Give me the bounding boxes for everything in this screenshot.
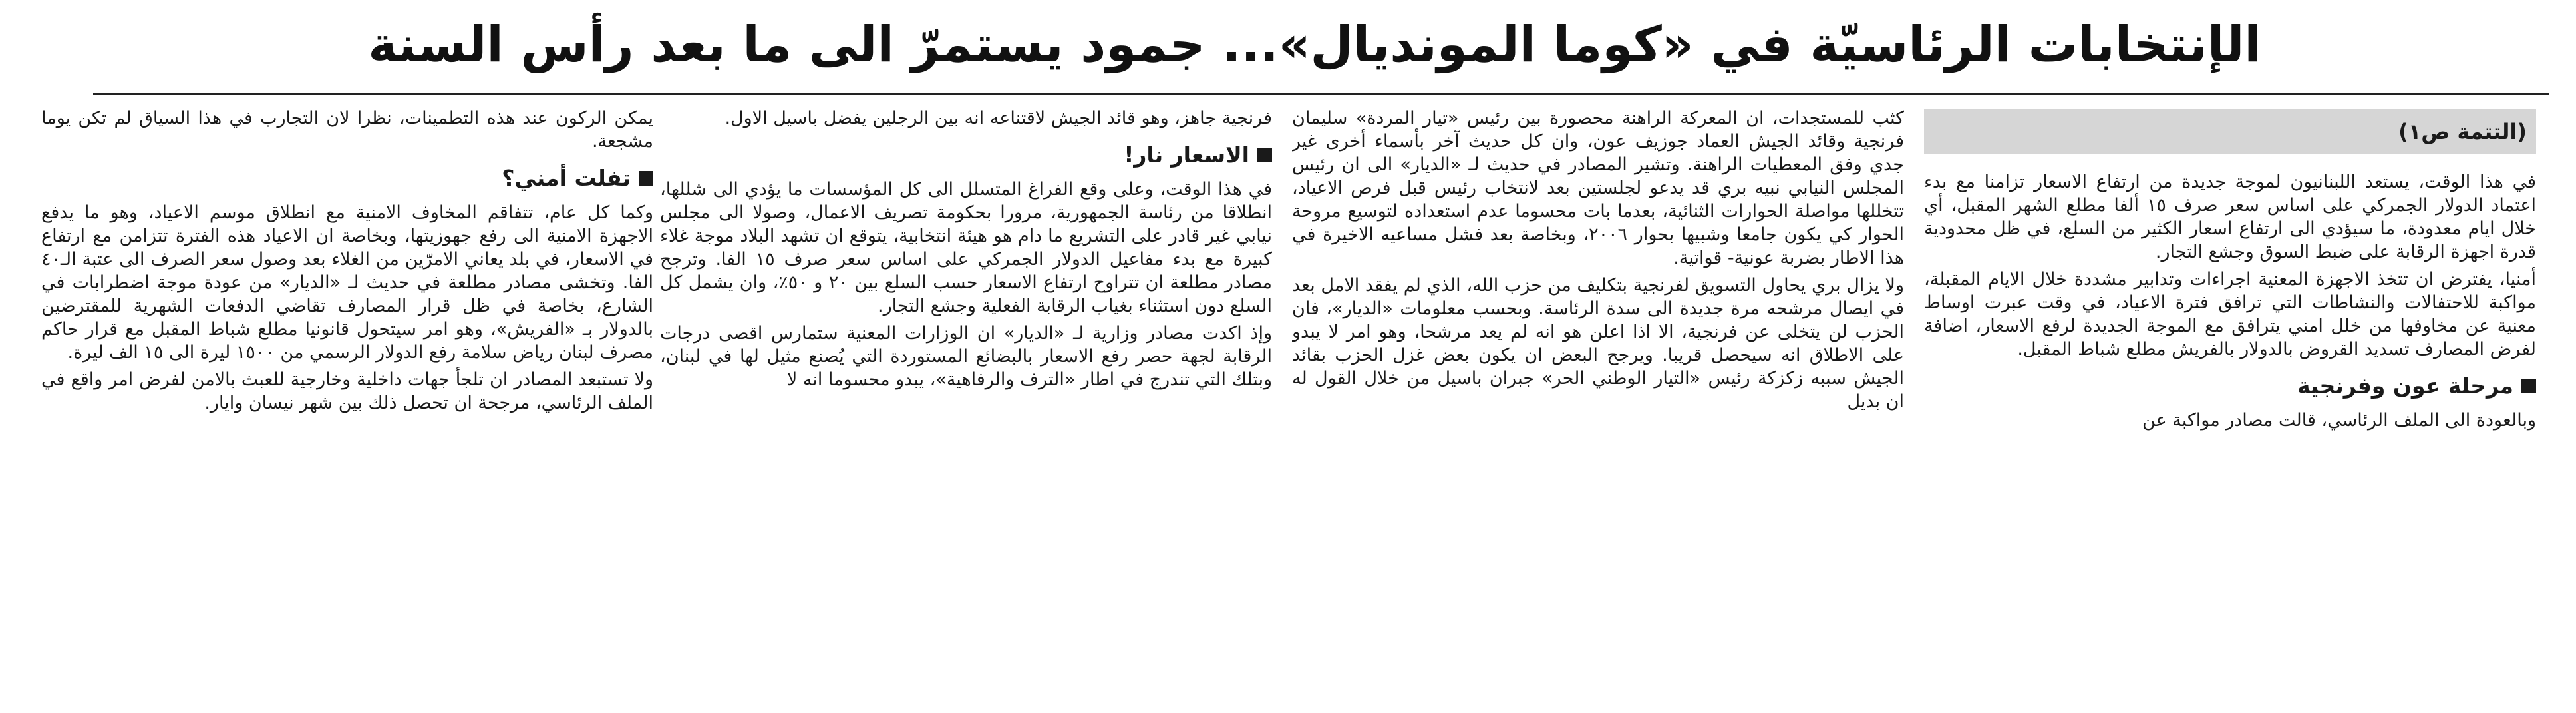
paragraph: يمكن الركون عند هذه التطمينات، نظرا لان التجارب في هذا السياق لم تكن يوما مشجعة. bbox=[41, 108, 653, 152]
article-column-2 bbox=[1292, 107, 1904, 709]
article-headline: الإنتخابات الرئاسيّة في «كوما المونديال»... جمود يستمرّ الى ما بعد رأس السنة bbox=[368, 16, 2261, 73]
article-column-4 bbox=[41, 107, 653, 709]
article-column-3 bbox=[660, 107, 1272, 709]
headline-divider bbox=[93, 93, 2549, 95]
paragraph: في هذا الوقت، وعلى وقع الفراغ المتسلل الى كل المؤسسات ما يؤدي الى شللها، انطلاقا من رئاسة الجمهورية، مرورا بحكومة تصريف الاعمال، وصولا الى مجلس نيابي غير قادر على التشريع ما دام هو هيئة انتخابية، يتوقع ان تشهد البلاد موجة غلاء كبيرة مع بدء مفاعيل الدولار الجمركي على اساس سعر صرف ١٥ الفا. وترجح مصادر مطلعة ان تتراوح ارتفاع الاسعار حسب السلع بين ٢٠ و ٥٠٪، وان يشمل كل السلع دون استثناء بغياب الرقابة الفعلية وجشع التجار. bbox=[660, 179, 1272, 316]
paragraph: فرنجية جاهز، وهو قائد الجيش لاقتناعه انه بين الرجلين يفضل باسيل الاول. bbox=[724, 108, 1272, 128]
article-column-1 bbox=[1924, 107, 2536, 709]
paragraph: ولا تستبعد المصادر ان تلجأ جهات داخلية وخارجية للعبث بالامن لفرض امر واقع في الملف الرئاسي، مرجحة ان تحصل ذلك بين شهر نيسان وايار. bbox=[41, 369, 653, 413]
paragraph: أمنيا، يفترض ان تتخذ الاجهزة المعنية اجراءات وتدابير مشددة خلال الايام المقبلة، مواكبة للاحتفالات والنشاطات التي ترافق فترة الاعياد، في وقت عبرت اوساط معنية عن مخاوفها من خلل امني يترافق مع الموجة الجديدة لرفع الاسعار، اضافة لفرض المصارف تسديد القروض بالدولار بالفريش مطلع شباط المقبل. bbox=[1924, 269, 2536, 359]
subheading-text: تفلت أمني؟ bbox=[502, 165, 631, 191]
section-subheading bbox=[1924, 370, 2536, 402]
paragraph: وبالعودة الى الملف الرئاسي، قالت مصادر مواكبة عن bbox=[2142, 410, 2536, 431]
section-subheading bbox=[41, 162, 653, 194]
paragraph: وكما كل عام، تتفاقم المخاوف الامنية مع انطلاق موسم الاعياد، وهو ما يدفع الاجهزة الامنية الى رفع جهوزيتها، وبخاصة ان الاعياد هذه الفترة تتزامن مع ارتفاع في الاسعار، في بلد يعاني الامرّين من الغلاء بعد وصول سعر الصرف الى عتبة الـ٤٠ الفا. وتخشى مصادر مطلعة في حديث لـ «الديار» من عودة موجة اضطرابات في الشارع، بخاصة في ظل قرار المصارف تقاضي الدفعات الشهرية للمقترضين بالدولار بـ «الفريش»، وهو امر سيتحول قانونيا مطلع شباط المقبل مع قرار حاكم مصرف لبنان رياض سلامة رفع الدولار الرسمي من ١٥٠٠ ليرة الى ١٥ الف ليرة. bbox=[41, 202, 653, 363]
section-subheading bbox=[660, 139, 1272, 171]
paragraph: في هذا الوقت، يستعد اللبنانيون لموجة جديدة من ارتفاع الاسعار تزامنا مع بدء اعتماد الدولار الجمركي على اساس سعر صرف ١٥ ألفا مطلع الشهر المقبل، أي خلال ايام معدودة، ما سيؤدي الى ارتفاع اسعار الكثير من السلع، في ظل محدودية قدرة اجهزة الرقابة على ضبط السوق وجشع التجار. bbox=[1924, 172, 2536, 262]
square-bullet-icon bbox=[1257, 148, 1272, 162]
paragraph: كثب للمستجدات، ان المعركة الراهنة محصورة بين رئيس «تيار المردة» سليمان فرنجية وقائد الجيش العماد جوزيف عون، وان كل حديث آخر بأسماء أخرى غير جدي وفق المعطيات الراهنة. وتشير المصادر في حديث لـ «الديار» الى ان رئيس المجلس النيابي نبيه بري قد يدعو لجلستين بعد لانتخاب رئيس قبل فرص الاعياد، تتخللها مواصلة الحوارات الثنائية، بعدما بات محسوما عدم استعداده لتوسيع مروحة الحوار كي يكون جامعا وشبيها بحوار ٢٠٠٦، وبخاصة بعد فشل مساعيه الاخيرة في هذا الاطار بضربة عونية- قواتية. bbox=[1292, 108, 1904, 268]
continuation-label: (التتمة ص١) bbox=[1924, 109, 2536, 154]
square-bullet-icon bbox=[2521, 379, 2536, 393]
square-bullet-icon bbox=[639, 171, 653, 186]
paragraph: وإذ اكدت مصادر وزارية لـ «الديار» ان الوزارات المعنية ستمارس اقصى درجات الرقابة لجهة حصر رفع الاسعار بالبضائع المستوردة التي يُصنع مثيل لها في لبنان، وبتلك التي تندرج في اطار «الترف والرفاهية»، يبدو محسوما انه لا bbox=[660, 323, 1272, 390]
subheading-text: مرحلة عون وفرنجية bbox=[2297, 373, 2513, 399]
subheading-text: الاسعار نار! bbox=[1124, 142, 1249, 168]
paragraph: ولا يزال بري يحاول التسويق لفرنجية بتكليف من حزب الله، الذي لم يفقد الامل بعد في ايصال مرشحه مرة جديدة الى سدة الرئاسة. وبحسب معلومات «الديار»، فان الحزب لن يتخلى عن فرنجية، الا اذا اعلن هو انه لم يعد مرشحا، وهو امر لا يبدو على الاطلاق انه سيحصل قريبا. ويرجح البعض ان يكون بعض غزل الحزب بقائد الجيش سببه زكزكة رئيس «التيار الوطني الحر» جبران باسيل من خلال القول له ان بديل bbox=[1292, 275, 1904, 412]
